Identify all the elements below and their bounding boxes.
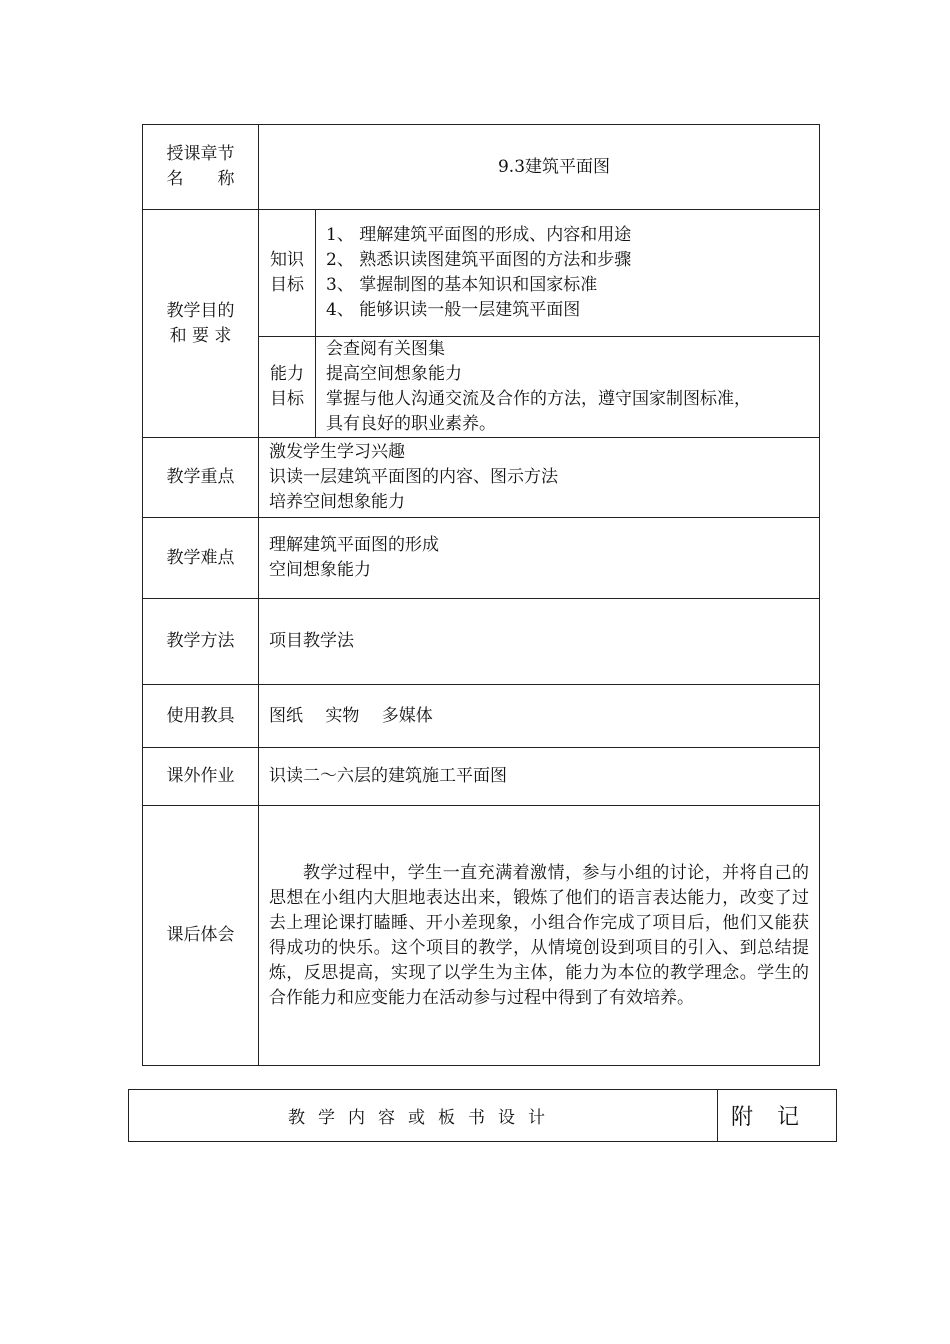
homework-row <box>143 748 820 806</box>
key-points-row <box>143 438 820 518</box>
objectives-label-cell <box>143 210 259 438</box>
lesson-plan-table <box>142 124 820 1066</box>
knowledge-label-cell <box>259 210 316 337</box>
ability-item: 提高空间想象能力 <box>326 364 462 384</box>
knowledge-item: 2、 熟悉识读图建筑平面图的方法和步骤 <box>326 250 632 270</box>
knowledge-item: 1、 理解建筑平面图的形成、内容和用途 <box>326 225 632 245</box>
ability-label-cell <box>259 337 316 438</box>
objectives-label-line-2: 和 要 求 <box>169 325 232 346</box>
knowledge-row <box>143 210 820 337</box>
knowledge-items-cell <box>316 210 820 337</box>
key-point-item: 激发学生学习兴趣 <box>269 442 405 462</box>
method-row <box>143 599 820 685</box>
key-point-item: 识读一层建筑平面图的内容、图示方法 <box>269 467 558 487</box>
chapter-title: 9.3建筑平面图 <box>497 156 611 177</box>
board-design-header-table <box>128 1089 837 1142</box>
board-design-title: 教学内容或板书设计 <box>129 1090 718 1142</box>
difficulties-label: 教学难点 <box>143 518 259 599</box>
reflection-text: 教学过程中，学生一直充满着激情，参与小组的讨论，并将自己的思想在小组内大胆地表达出来，锻炼了他们的语言表达能力，改变了过去上理论课打瞌睡、开小差现象，小组合作完成了项目后，他们又能获得成功的快乐。这个项目的教学，从情境创设到项目的引入、到总结提炼，反思提高，实现了以学生为主体，能力为本位的教学理念。学生的合作能力和应变能力在活动参与过程中得到了有效培养。 <box>269 862 810 1008</box>
difficulties-cell <box>259 518 820 599</box>
knowledge-label-line-2: 目标 <box>270 275 304 295</box>
chapter-label-cell <box>143 125 259 210</box>
ability-item: 会查阅有关图集 <box>326 339 445 359</box>
objectives-label-line-1: 教学目的 <box>166 300 235 321</box>
ability-label-line-1: 能力 <box>270 364 304 384</box>
notes-title: 附记 <box>718 1090 837 1142</box>
knowledge-item: 3、 掌握制图的基本知识和国家标准 <box>326 275 598 295</box>
difficulty-item: 理解建筑平面图的形成 <box>269 535 439 555</box>
method-value: 项目教学法 <box>259 599 820 685</box>
chapter-title-cell <box>259 125 820 210</box>
key-points-cell <box>259 438 820 518</box>
reflection-row <box>143 806 820 1066</box>
chapter-row <box>143 125 820 210</box>
key-points-label: 教学重点 <box>143 438 259 518</box>
tools-value: 图纸 实物 多媒体 <box>259 685 820 748</box>
homework-value: 识读二～六层的建筑施工平面图 <box>259 748 820 806</box>
ability-label-line-2: 目标 <box>270 389 304 409</box>
chapter-label-line-2: 名 称 <box>166 169 235 189</box>
tools-row <box>143 685 820 748</box>
method-label: 教学方法 <box>143 599 259 685</box>
reflection-label: 课后体会 <box>143 806 259 1066</box>
chapter-label-line-1: 授课章节 <box>166 144 235 164</box>
key-point-item: 培养空间想象能力 <box>269 492 405 512</box>
homework-label: 课外作业 <box>143 748 259 806</box>
knowledge-label-line-1: 知识 <box>270 250 304 270</box>
reflection-cell <box>259 806 820 1066</box>
difficulties-row <box>143 518 820 599</box>
knowledge-item: 4、 能够识读一般一层建筑平面图 <box>326 300 581 320</box>
difficulty-item: 空间想象能力 <box>269 560 371 580</box>
ability-item: 掌握与他人沟通交流及合作的方法，遵守国家制图标准， <box>326 389 751 409</box>
tools-label: 使用教具 <box>143 685 259 748</box>
ability-items-cell <box>316 337 820 438</box>
ability-item: 具有良好的职业素养。 <box>326 414 496 434</box>
